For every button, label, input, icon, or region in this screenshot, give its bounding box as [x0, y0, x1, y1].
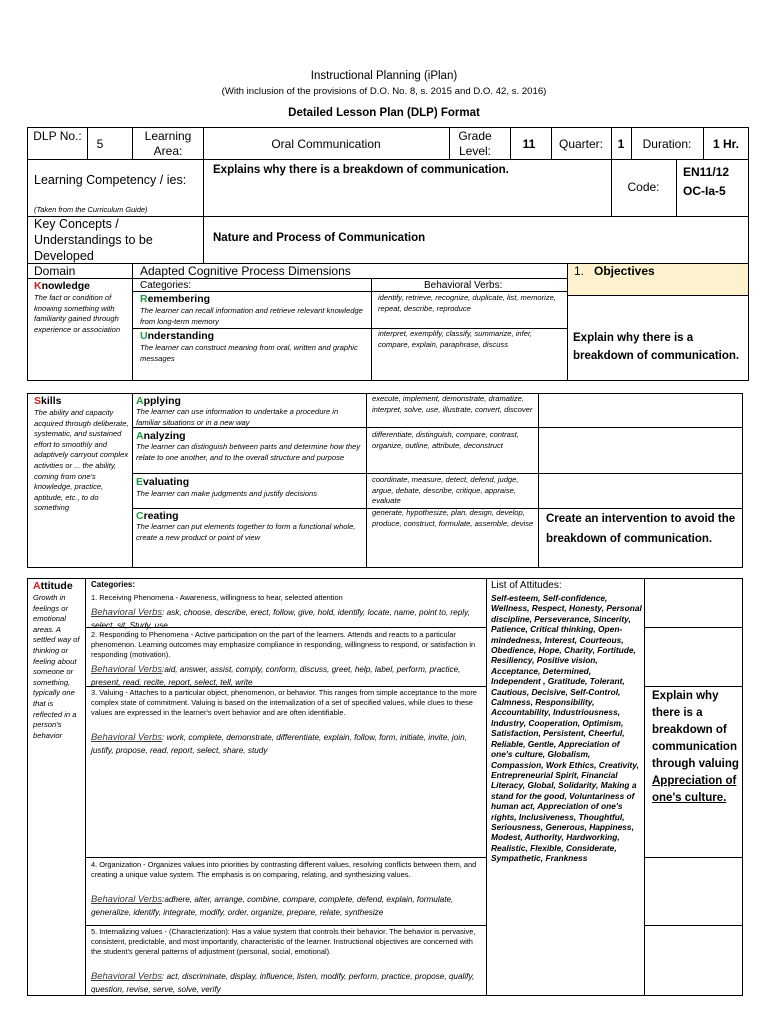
learning-area-label: Learning Area: [144, 129, 192, 158]
duration-label: Duration: [642, 137, 692, 151]
applying-desc: The learner can use information to undertake a procedure in familiar situations or in a new way [136, 407, 339, 427]
skills-desc: The ability and capacity acquired through deliberate, systematic, and sustained effort to smoothly and adaptively carryout complex activities or ... the ability, coming from one's knowledge, practice, aptitude, etc., to do something [34, 408, 129, 513]
internalizing-phenomena: 5. Internalizing values - (Characterization): Has a value system that controls their behavior. The behavior is pervasive, consistent, predictable, and most importantly, characteristic of the learner. Instructional objectives are concerned with the student's general patterns of adjustment (personal, social, emotional). [91, 927, 476, 957]
page-subtitle: (With inclusion of the provisions of D.O. No. 8, s. 2015 and D.O. 42, s. 2016) [221, 86, 547, 97]
quarter-label: Quarter: [558, 137, 603, 151]
receiving-verbs: Behavioral Verbs: ask, choose, describe, erect, follow, give, hold, identify, locate, name, point to, reply, select, sit, Study, use [91, 606, 470, 630]
knowledge-desc: The fact or condition of knowing something with familiarity gained through experience or association [34, 293, 121, 334]
attitude-categories-label: Categories: [91, 580, 136, 589]
responding-verbs: Behavioral Verbs:aid, answer, assist, comply, conform, discuss, greet, help, label, perform, practice, present, read, recite, report, select, tell, write [91, 663, 461, 687]
analyzing-verbs: differentiate, distinguish, compare, contrast, organize, outline, attribute, deconstruct [372, 430, 519, 450]
domain-label: Domain [34, 264, 76, 278]
duration-value: 1 Hr. [712, 137, 739, 151]
attitude-heading: Attitude [33, 580, 73, 592]
analyzing-heading: Analyzing [136, 430, 186, 442]
organization-phenomena: 4. Organization - Organizes values into priorities by contrasting different values, resolving conflicts between them, and creating a unique value system. The emphasis is on comparing, relating, and synthesizing values. [91, 860, 477, 880]
understanding-desc: The learner can construct meaning from oral, written and graphic messages [140, 343, 358, 363]
skills-objective: Create an intervention to avoid the breakdown of communication. [546, 513, 736, 545]
knowledge-heading: Knowledge [34, 280, 91, 292]
organization-verbs: Behavioral Verbs:adhere, alter, arrange, combine, compare, complete, defend, explain, formulate, generalize, identify, integrate, modify, order, organize, prepare, relate, synthesize [91, 893, 454, 917]
categories-label: Categories: [140, 280, 192, 291]
objectives-label: Objectives [594, 264, 655, 278]
page-title: Instructional Planning (iPlan) [310, 70, 458, 82]
evaluating-verbs: coordinate, measure, detect, defend, judge, argue, debate, describe, critique, appraise, evaluate [372, 475, 519, 506]
competency-label: Learning Competency / ies: [34, 173, 187, 187]
dlp-no-value: 5 [96, 137, 104, 151]
knowledge-objective: Explain why there is a breakdown of communication. [573, 332, 740, 362]
attitude-list-label: List of Attitudes: [491, 580, 562, 591]
evaluating-desc: The learner can make judgments and justify decisions [136, 489, 318, 498]
applying-heading: Applying [136, 395, 181, 407]
valuing-phenomena: 3. Valuing - Attaches to a particular object, phenomenon, or behavior. This ranges from simple acceptance to the more complex state of commitment. Valuing is based on the internalization of a set of specified values, while clues to these values are expressed in the learner's overt behavior and are often identifiable. [91, 688, 477, 718]
key-concepts-value: Nature and Process of Communication [213, 232, 426, 244]
key-concepts-label: Key Concepts / Understandings to be Developed [34, 217, 153, 263]
responding-phenomena: 2. Responding to Phenomena - Active participation on the part of the learners. Attends and reacts to a particular phenomenon. Learning outcomes may emphasize compliance in responding, willingness to respond, or satisfaction in responding (motivation). [91, 630, 476, 660]
competency-source: (Taken from the Curriculum Guide) [34, 205, 148, 214]
attitude-objective: Explain why there is a breakdown of communication through valuing Appreciation of one's culture. [652, 690, 739, 804]
competency-value: Explains why there is a breakdown of communication. [213, 164, 509, 176]
quarter-value: 1 [617, 137, 625, 151]
code-label: Code: [627, 180, 660, 194]
attitude-desc: Growth in feelings or emotional areas. A settled way of thinking or feeling about someone or something, typically one that is reflected in a person's behavior [33, 593, 80, 740]
creating-heading: Creating [136, 510, 179, 522]
behavioral-verbs-label: Behavioral Verbs: [424, 280, 503, 291]
grade-level-value: 11 [522, 137, 536, 151]
dlp-no-label: DLP No.: [33, 129, 82, 143]
understanding-verbs: interpret, exemplify, classify, summarize, infer, compare, explain, paraphrase, discuss [378, 329, 533, 349]
grade-level-label: Grade Level: [458, 129, 492, 158]
skills-heading: Skills [34, 395, 62, 407]
format-title: Detailed Lesson Plan (DLP) Format [288, 107, 480, 119]
applying-verbs: execute, implement, demonstrate, dramatize, interpret, solve, use, illustrate, convert, discover [372, 394, 533, 414]
code-value: EN11/12 OC-Ia-5 [683, 165, 730, 198]
remembering-heading: Remembering [140, 293, 211, 305]
internalizing-verbs: Behavioral Verbs: act, discriminate, display, influence, listen, modify, perform, practice, propose, qualify, question, revise, serve, solve, verify [91, 970, 475, 994]
creating-verbs: generate, hypothesize, plan, design, develop, produce, construct, formulate, assemble, devise [372, 508, 534, 528]
dimensions-label: Adapted Cognitive Process Dimensions [140, 264, 351, 278]
understanding-heading: Understanding [140, 330, 215, 342]
objectives-number: 1. [574, 264, 585, 278]
valuing-verbs: Behavioral Verbs: work, complete, demonstrate, differentiate, explain, follow, form, initiate, invite, join, justify, propose, read, report, select, share, study [91, 731, 467, 755]
learning-area-value: Oral Communication [271, 137, 381, 151]
creating-desc: The learner can put elements together to form a functional whole, create a new product or point of view [136, 522, 356, 542]
receiving-phenomena: 1. Receiving Phenomena - Awareness, willingness to hear, selected attention [91, 593, 343, 602]
remembering-verbs: identify, retrieve, recognize, duplicate, list, memorize, repeat, describe, reproduce [378, 293, 556, 313]
analyzing-desc: The learner can distinguish between parts and determine how they relate to one another, and to the overall structure and purpose [136, 442, 361, 462]
remembering-desc: The learner can recall information and retrieve relevant knowledge from long-term memory [140, 306, 363, 326]
evaluating-heading: Evaluating [136, 476, 190, 488]
attitude-list: Self-esteem, Self-confidence, Wellness, Respect, Honesty, Personal discipline, Perseverance, Sincerity, Patience, Critical thinking, Open-mindedness, Interest, Courteous, Obedience, Hope, Charity, Fortitude, Resiliency, Positive vision, Acceptance, Determined, Independent , Gratitude, Tolerant, Cautious, Decisive, Self-Control, Calmness, Responsibility, Accountability, Industriousness, Industry, Cooperation, Optimism, Satisfaction, Persistent, Cheerful, Reliable, Gentle, Appreciation of one's culture, Globalism, Compassion, Work Ethics, Creativity, Entrepreneurial Spirit, Financial Literacy, Global, Solidarity, Making a stand for the good, Voluntariness of human act, Appreciation of one's rights, Inclusiveness, Thoughtful, Seriousness, Generous, Happiness, Modest, Authority, Hardworking, Realistic, Flexible, Considerate, Sympathetic, Frankness [491, 593, 642, 864]
